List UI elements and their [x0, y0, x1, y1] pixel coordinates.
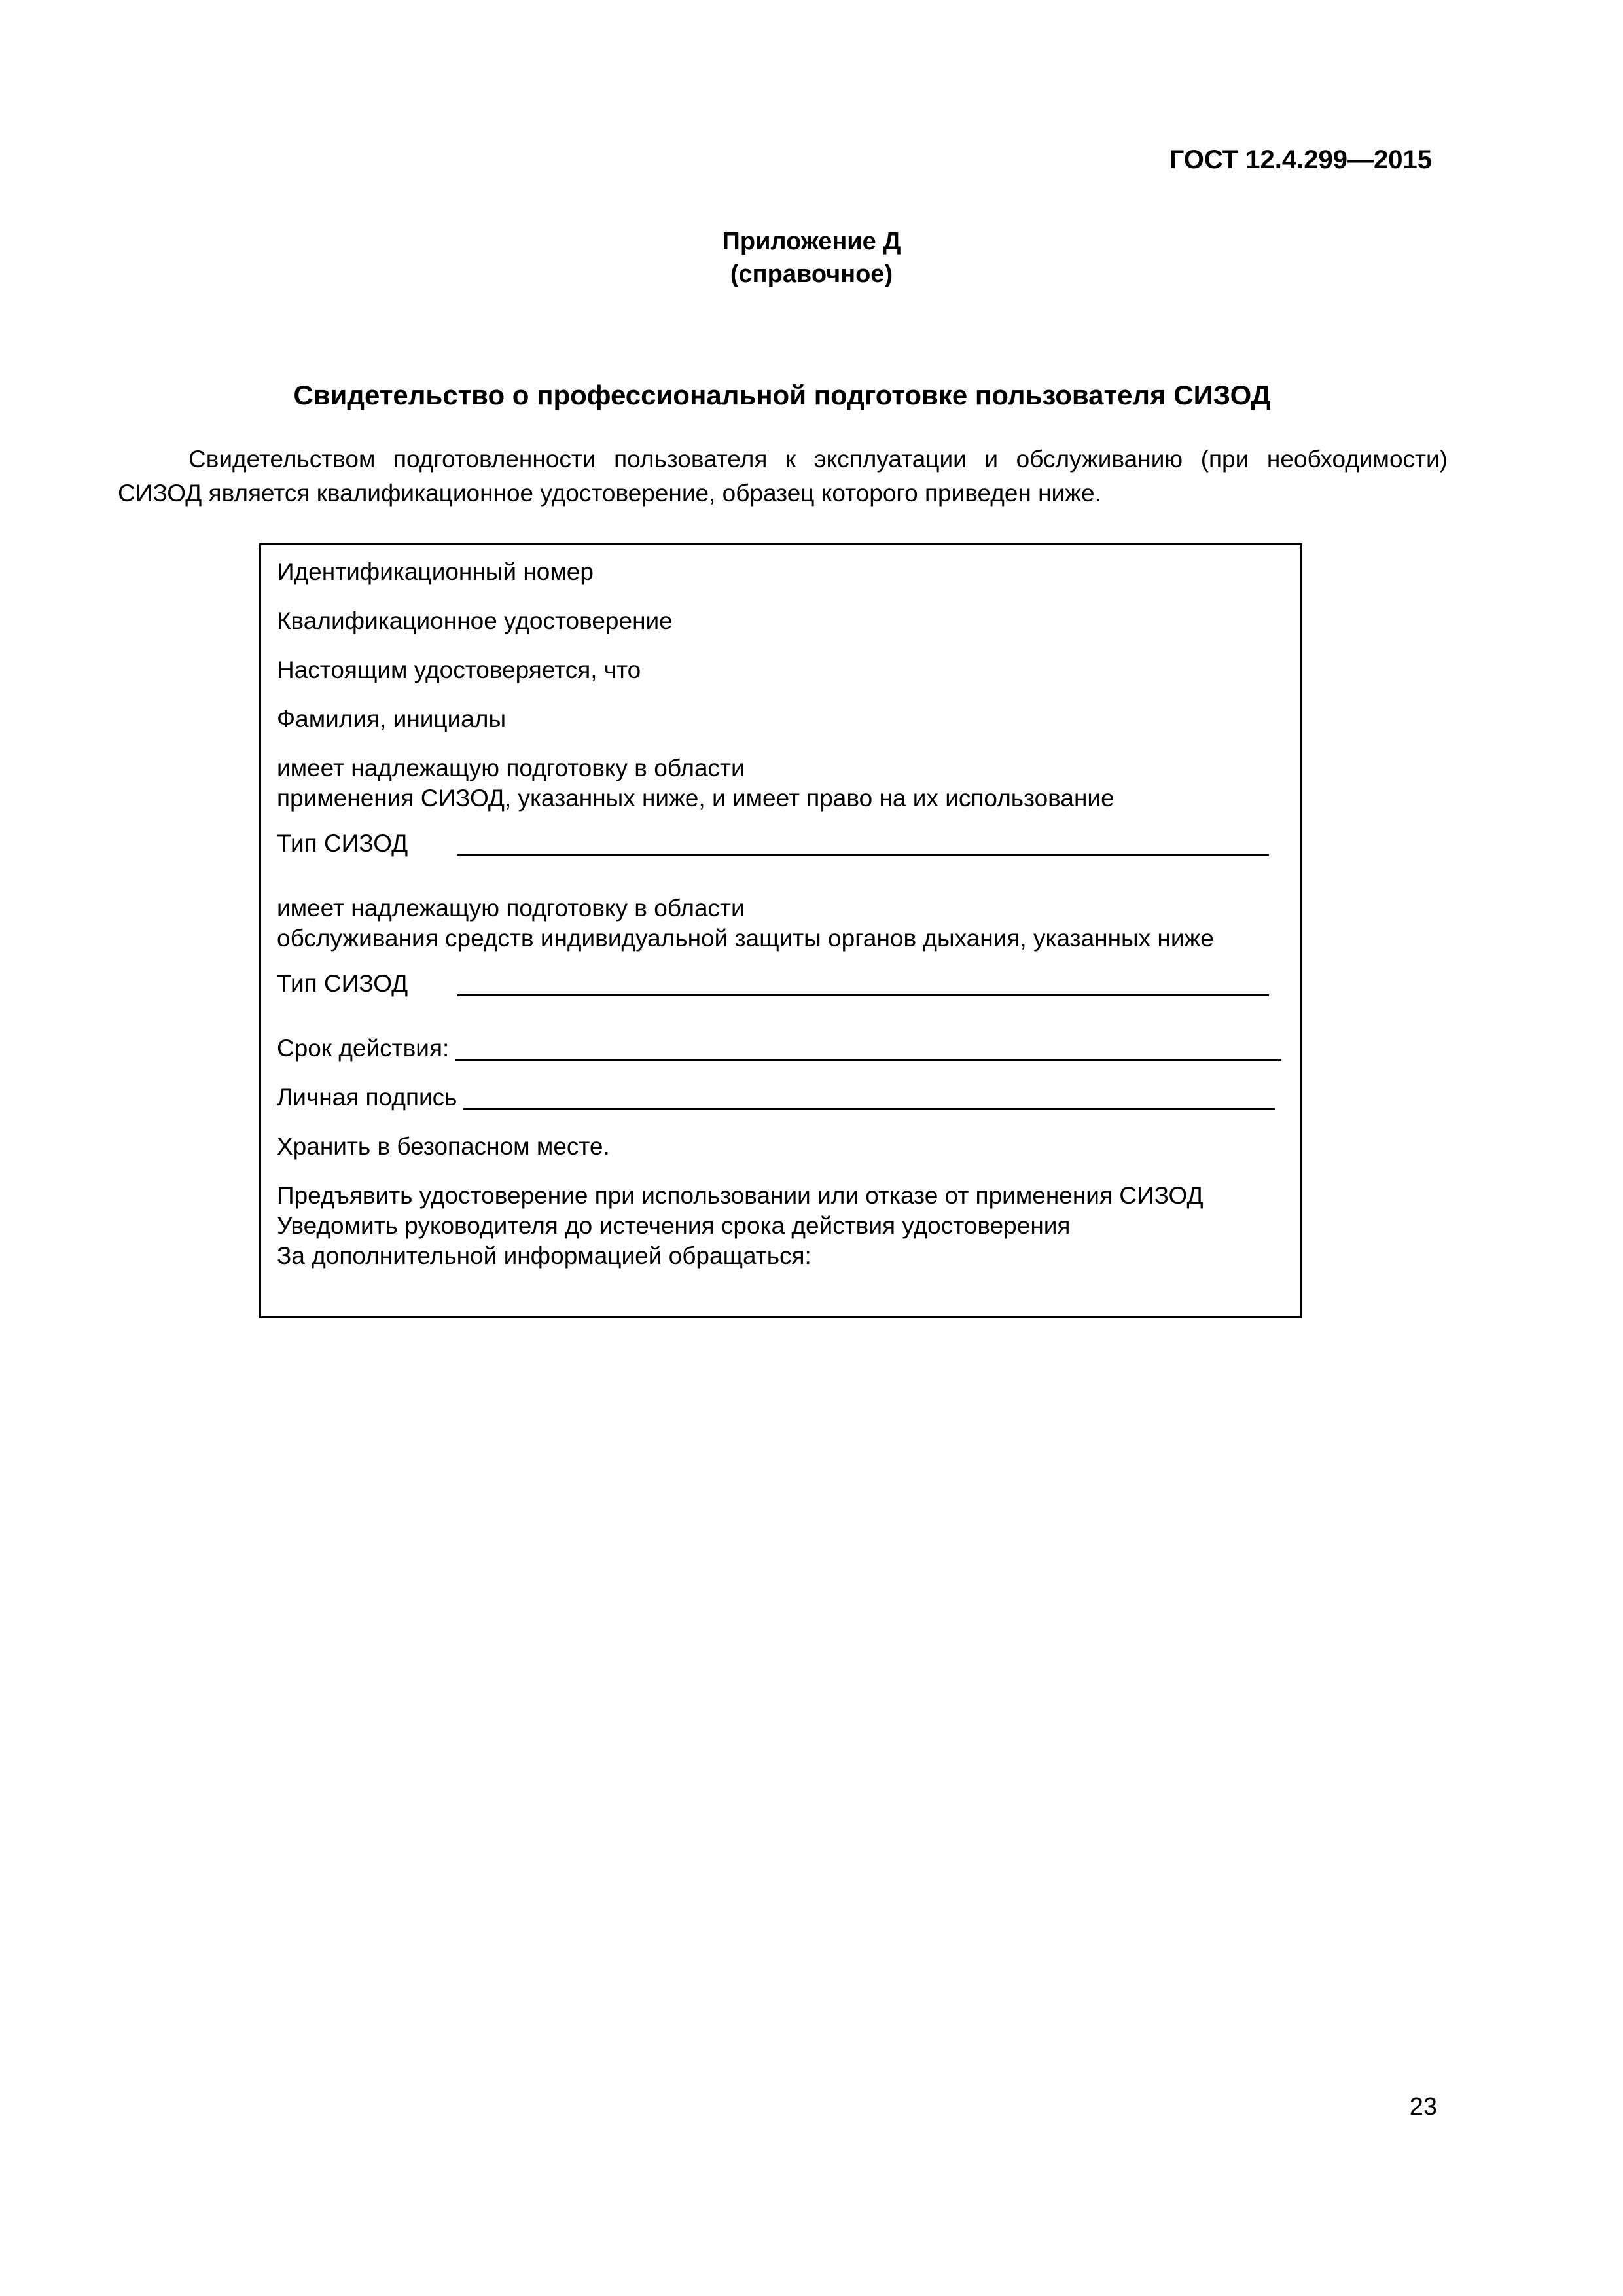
instruction-notify: Уведомить руководителя до истечения срока действия удостоверения	[277, 1212, 1071, 1239]
certificate-title: Квалификационное удостоверение	[277, 607, 673, 634]
storage-note: Хранить в безопасном месте.	[277, 1133, 610, 1160]
annex-title: Приложение Д	[722, 228, 901, 255]
service-training-line-2: обслуживания средств индивидуальной защиты органов дыхания, указанных ниже	[277, 925, 1214, 952]
type-blank-line-usage	[457, 854, 1269, 856]
instruction-present: Предъявить удостоверение при использовании или отказе от применения СИЗОД	[277, 1182, 1204, 1209]
signature-label: Личная подпись	[277, 1084, 457, 1111]
type-field-service	[277, 969, 1287, 999]
usage-training-line-2: применения СИЗОД, указанных ниже, и имеет право на их использование	[277, 785, 1115, 812]
document-title: Свидетельство о профессиональной подготовке пользователя СИЗОД	[293, 380, 1271, 410]
instructions	[277, 1181, 1287, 1271]
name-label: Фамилия, инициалы	[277, 706, 507, 732]
type-label-service: Тип СИЗОД	[277, 970, 408, 997]
instruction-contact: За дополнительной информацией обращаться:	[277, 1242, 812, 1269]
service-training-text	[277, 893, 1287, 954]
certificate-sample	[259, 543, 1302, 1318]
signature-blank-line	[463, 1108, 1275, 1110]
expiry-label: Срок действия:	[277, 1035, 450, 1062]
usage-training-line-1: имеет надлежащую подготовку в области	[277, 755, 745, 781]
type-field-usage	[277, 829, 1287, 859]
page-number: 23	[1409, 2093, 1437, 2121]
type-blank-line-service	[457, 994, 1269, 996]
expiry-field	[277, 1033, 1287, 1064]
usage-training-text	[277, 753, 1287, 814]
signature-field	[277, 1083, 1287, 1113]
standard-code: ГОСТ 12.4.299—2015	[1169, 145, 1432, 174]
intro-paragraph: Свидетельством подготовленности пользователя к эксплуатации и обслуживанию (при необходимости) СИЗОД является квалификационное удостоверение, образец которого приведен ниже.	[118, 446, 1448, 507]
type-label-usage: Тип СИЗОД	[277, 830, 408, 857]
certifies-text: Настоящим удостоверяется, что	[277, 656, 641, 683]
annex-kind: (справочное)	[730, 260, 893, 288]
id-number-label: Идентификационный номер	[277, 558, 594, 585]
service-training-line-1: имеет надлежащую подготовку в области	[277, 895, 745, 922]
expiry-blank-line	[455, 1059, 1281, 1061]
